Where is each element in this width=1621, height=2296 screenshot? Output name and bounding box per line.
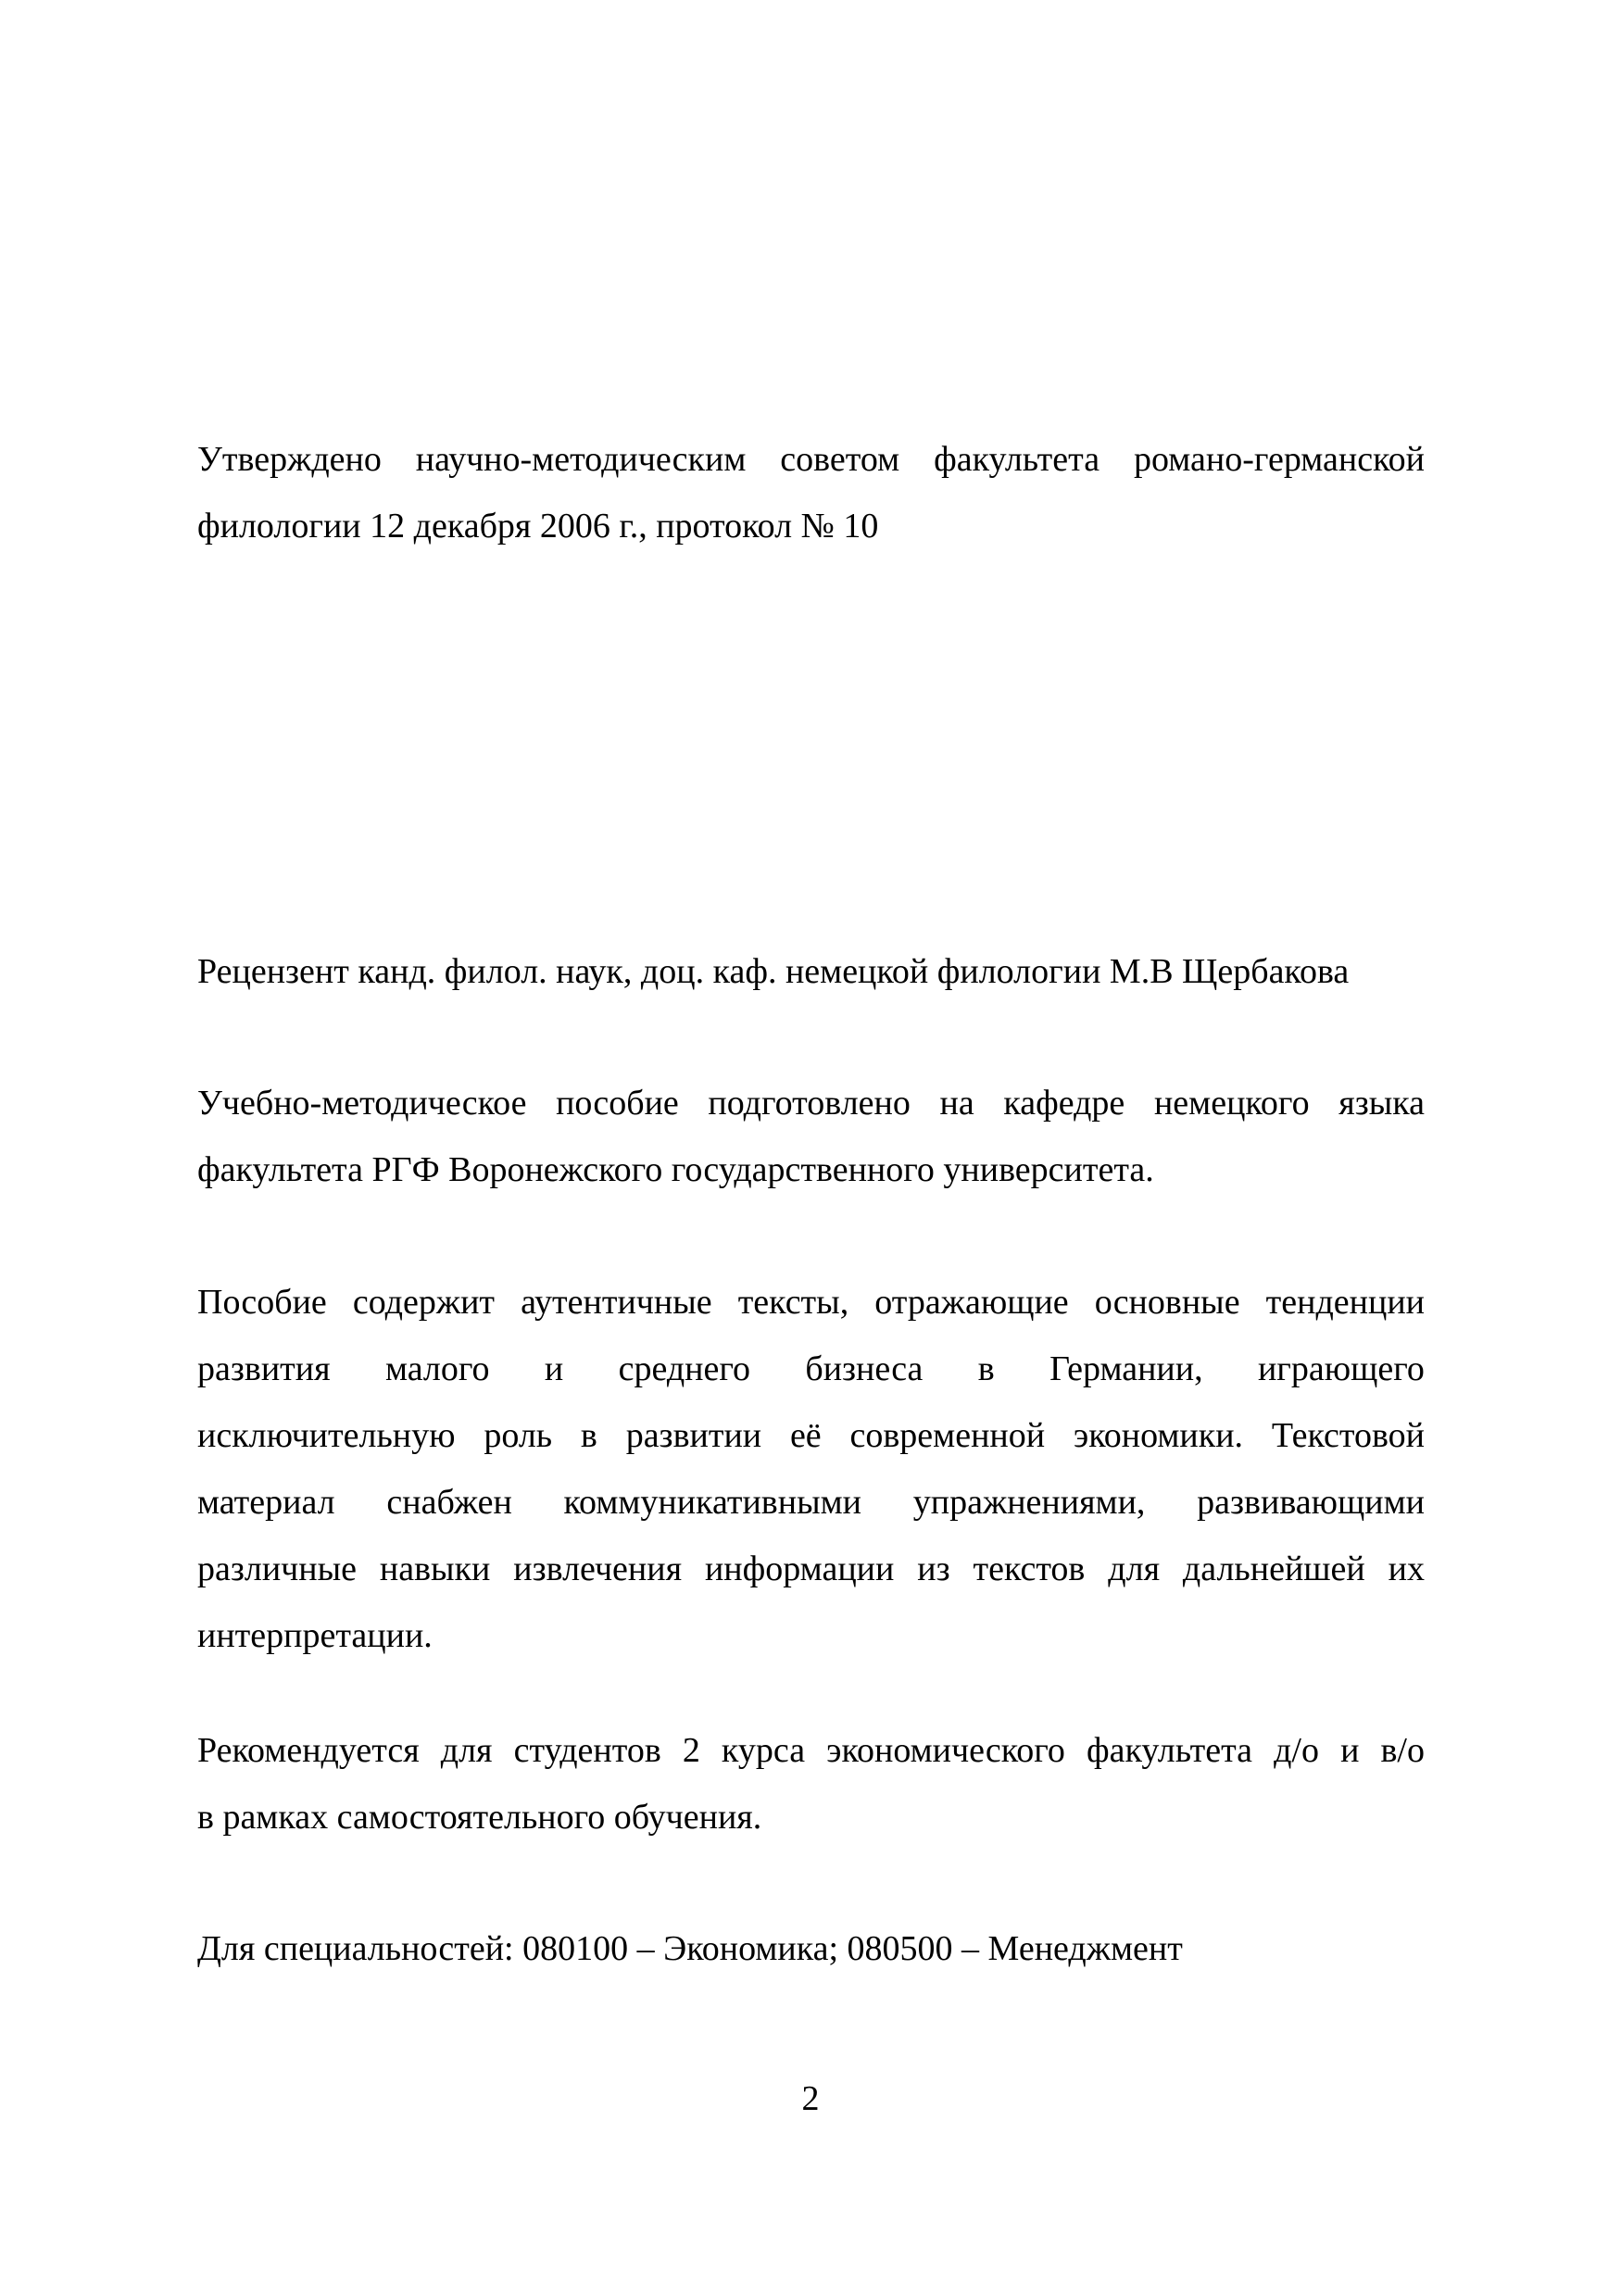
contents-line-1: Пособие содержит аутентичные тексты, отражающие основные тенденции xyxy=(197,1283,1425,1322)
contents-line-2-word: в xyxy=(977,1349,995,1388)
contents-line-2-word: малого xyxy=(384,1349,490,1388)
contents-line-2-word: играющего xyxy=(1257,1349,1425,1388)
contents-line-5: различные навыки извлечения информации из текстов для дальнейшей их xyxy=(197,1549,1425,1588)
approval-paragraph xyxy=(197,426,1425,559)
page-number: 2 xyxy=(801,2079,820,2118)
contents-paragraph xyxy=(197,1269,1425,1669)
contents-line-2-word: бизнеса xyxy=(805,1349,924,1388)
specialties-line-1: Для специальностей: 080100 – Экономика; 080500 – Менеджмент xyxy=(197,1929,1183,1968)
recommendation-paragraph xyxy=(197,1717,1425,1851)
recommendation-line-1: Рекомендуется для студентов 2 курса экономического факультета д/о и в/о xyxy=(197,1731,1425,1770)
reviewer-line-1: Рецензент канд. филол. наук, доц. каф. немецкой филологии М.В Щербакова xyxy=(197,952,1350,991)
contents-line-2-word: развития xyxy=(197,1349,331,1388)
contents-line-6: интерпретации. xyxy=(197,1616,433,1655)
contents-line-3: исключительную роль в развитии её современной экономики. Текстовой xyxy=(197,1416,1425,1455)
prepared-paragraph xyxy=(197,1070,1425,1203)
contents-line-2-word: Германии, xyxy=(1049,1349,1203,1388)
prepared-line-2: факультета РГФ Воронежского государственного университета. xyxy=(197,1150,1154,1189)
approval-line-2: филологии 12 декабря 2006 г., протокол № 10 xyxy=(197,507,879,546)
reviewer-paragraph xyxy=(197,938,1425,1005)
approval-line-1: Утверждено научно-методическим советом факультета романо-германской xyxy=(197,440,1425,479)
contents-line-2-word: среднего xyxy=(618,1349,751,1388)
recommendation-line-2: в рамках самостоятельного обучения. xyxy=(197,1798,762,1837)
specialties-paragraph xyxy=(197,1915,1425,1982)
contents-line-2 xyxy=(197,1336,1425,1402)
prepared-line-1: Учебно-методическое пособие подготовлено на кафедре немецкого языка xyxy=(197,1084,1425,1123)
contents-line-4: материал снабжен коммуникативными упражнениями, развивающими xyxy=(197,1483,1425,1522)
contents-line-2-word: и xyxy=(544,1349,564,1388)
